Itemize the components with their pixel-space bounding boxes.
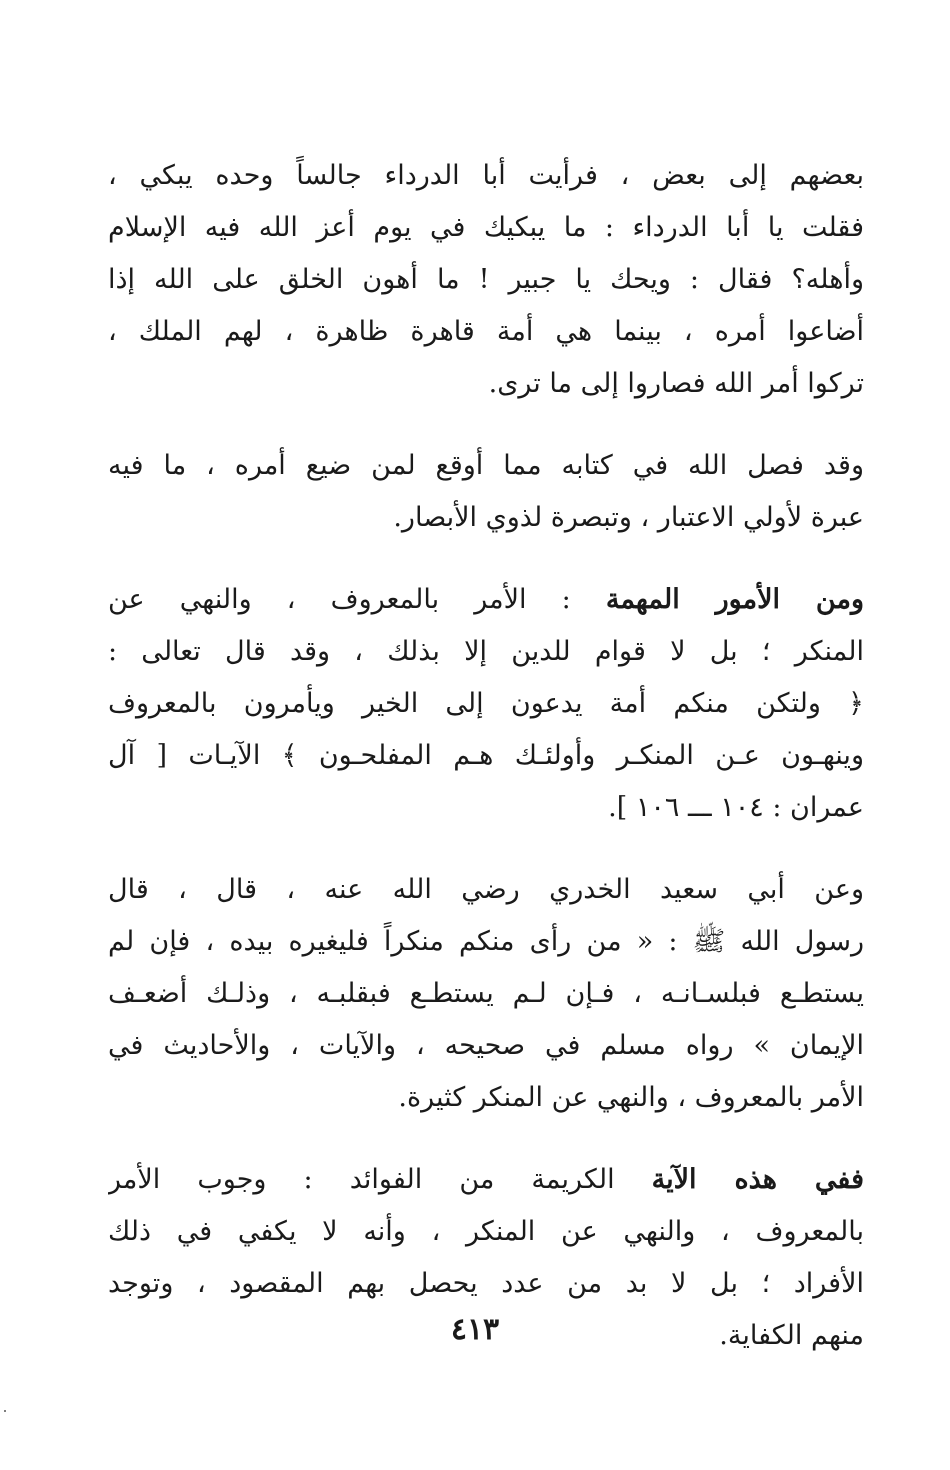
text-line: الإيمان » رواه مسلم في صحيحه ، والآيات ، والأحاديث في [108, 1030, 864, 1061]
text-line: عمران : ١٠٤ ـــ ١٠٦ ]. [608, 792, 864, 823]
text-line: وينهـون عـن المنكـر وأولئـك هـم المفلحـون ﴾ الآيـات [ آل [108, 740, 864, 771]
page-number: ٤١٣ [450, 1312, 500, 1347]
text-line: عبرة لأولي الاعتبار ، وتبصرة لذوي الأبصار. [393, 502, 864, 533]
text-line: الأفراد ؛ بل لا بد من عدد يحصل بهم المقصود ، وتوجد [108, 1268, 864, 1299]
text-line [108, 1154, 864, 1206]
text-line [108, 574, 864, 626]
text-line: فقلت يا أبا الدرداء : ما يبكيك في يوم أعز الله فيه الإسلام [108, 212, 864, 243]
text-line: الأمر بالمعروف ، والنهي عن المنكر كثيرة. [398, 1082, 864, 1113]
text-line: وأهله؟ فقال : ويحك يا جبير ! ما أهون الخلق على الله إذا [108, 264, 864, 295]
paragraph [108, 864, 864, 1124]
page-body [108, 150, 864, 1392]
margin-mark [4, 1410, 6, 1412]
text-line: المنكر ؛ بل لا قوام للدين إلا بذلك ، وقد قال تعالى : [108, 636, 864, 667]
bold-heading: ومن الأمور المهمة [605, 584, 864, 615]
text-line: رسول الله ﷺ : « من رأى منكم منكراً فليغيره بيده ، فإن لم [108, 926, 864, 957]
paragraph [108, 440, 864, 544]
text-line: بالمعروف ، والنهي عن المنكر ، وأنه لا يكفي في ذلك [108, 1216, 864, 1247]
paragraph [108, 574, 864, 834]
text-line: وقد فصل الله في كتابه مما أوقع لمن ضيع أمره ، ما فيه [108, 450, 864, 481]
text-line: بعضهم إلى بعض ، فرأيت أبا الدرداء جالساً وحده يبكي ، [108, 160, 864, 191]
text-line: منهم الكفاية. [719, 1320, 864, 1351]
paragraph [108, 150, 864, 410]
text-fragment: : الأمر بالمعروف ، والنهي عن [108, 584, 606, 615]
text-line: ﴿ ولتكن منكم أمة يدعون إلى الخير ويأمرون بالمعروف [108, 688, 864, 719]
text-line: تركوا أمر الله فصاروا إلى ما ترى. [488, 368, 864, 399]
text-line: أضاعوا أمره ، بينما هي أمة قاهرة ظاهرة ، لهم الملك ، [108, 316, 864, 347]
text-fragment: الكريمة من الفوائد : وجوب الأمر [108, 1164, 652, 1195]
bold-heading: ففي هذه الآية [651, 1164, 864, 1195]
text-line: يستطـع فبلسـانـه ، فـإن لـم يستطـع فبقلبـه ، وذلـك أضعـف [108, 978, 864, 1009]
text-line: وعن أبي سعيد الخدري رضي الله عنه ، قال ، قال [108, 874, 864, 905]
